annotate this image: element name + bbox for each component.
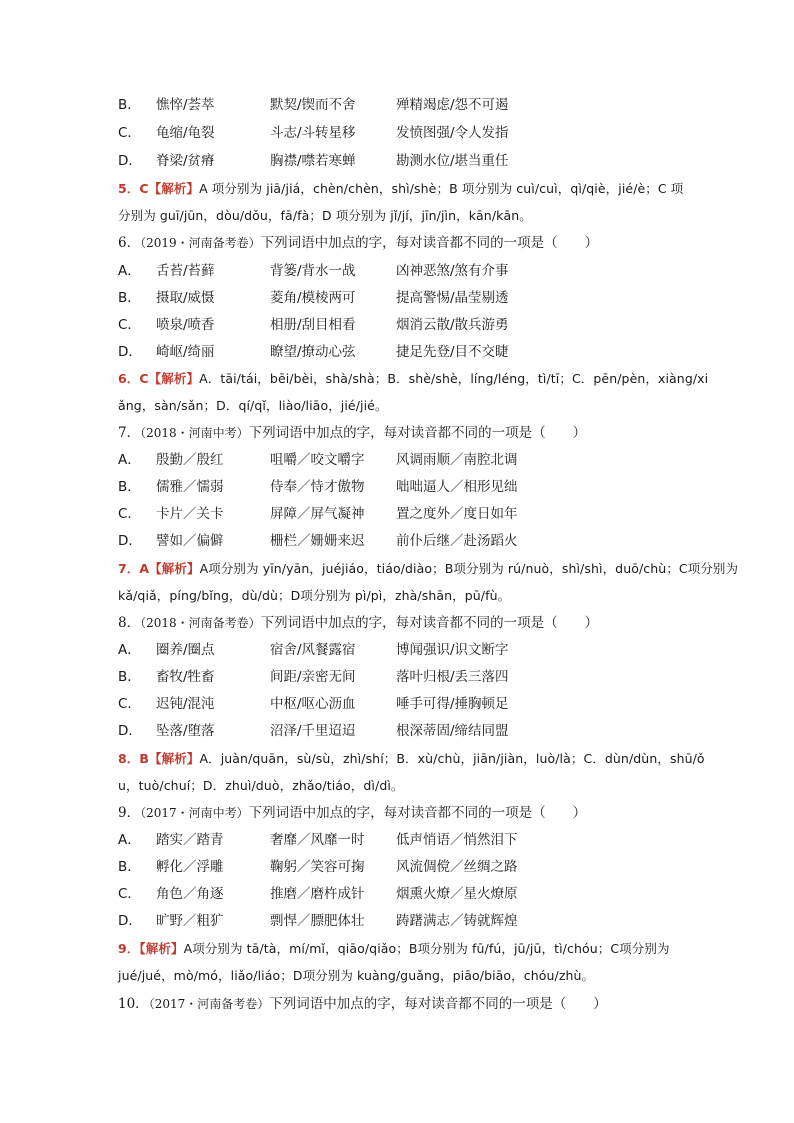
q8-option-c: C． 迟钝/混沌 中枢/呕心沥血 唾手可得/捶胸顿足 xyxy=(118,696,509,712)
question-6: 6．（2019・河南备考卷）下列词语中加点的字，每对读音都不同的一项是（ ） xyxy=(118,235,599,251)
question-9: 9．（2017・河南中考）下列词语中加点的字，每对读音都不同的一项是（ ） xyxy=(118,805,587,821)
q8-option-b: B． 畜牧/牲畜 间距/亲密无间 落叶归根/丢三落四 xyxy=(118,669,509,685)
q7-option-b: B． 儒雅／懦弱 侍奉／恃才傲物 咄咄逼人／相形见绌 xyxy=(118,479,518,495)
q7-option-c: C． 卡片／关卡 屏障／屏气凝神 置之度外／度日如年 xyxy=(118,506,518,522)
q9-option-b: B． 孵化／浮雕 鞠躬／笑容可掬 风流倜傥／丝绸之路 xyxy=(118,859,518,875)
q7-option-a: A． 殷勤／殷红 咀嚼／咬文嚼字 风调雨顺／南腔北调 xyxy=(118,452,518,468)
question-10: 10．（2017・河南备考卷）下列词语中加点的字，每对读音都不同的一项是（ ） xyxy=(118,996,607,1012)
answer-8-line-1: 8．B【解析】A．juàn/quān，sù/sù，zhì/shí；B．xù/chù，jiān/jiàn，luò/là；C．dùn/dùn，shū/ǒ xyxy=(118,751,705,766)
q6-option-c: C． 喷泉/喷香 相册/刮目相看 烟消云散/散兵游勇 xyxy=(118,317,509,333)
answer-9-line-2: jué/jué，mò/mó，liǎo/liáo；D项分别为 kuàng/guǎng，piāo/biāo，chóu/zhù。 xyxy=(118,968,595,983)
q4-option-b: B． 憔悴/荟萃 默契/锲而不舍 殚精竭虑/怨不可遏 xyxy=(118,97,509,113)
answer-8-line-2: u，tuò/chuí；D．zhuì/duò，zhǎo/tiáo，dì/dì。 xyxy=(118,778,404,793)
answer-7-line-2: kǎ/qiǎ，píng/bǐng，dù/dù；D项分别为 pì/pì，zhà/shān，pū/fù。 xyxy=(118,588,511,603)
answer-5-line-2: 分别为 guī/jūn，dòu/dǒu，fā/fà；D 项分别为 jǐ/jí，jīn/jìn，kān/kān。 xyxy=(118,208,532,223)
question-8: 8．（2018・河南备考卷）下列词语中加点的字，每对读音都不同的一项是（ ） xyxy=(118,615,599,631)
answer-5-line-1: 5．C【解析】A 项分别为 jiā/jiá，chèn/chèn，shì/shè；B 项分别为 cuì/cuì，qì/qiè，jié/è；C 项 xyxy=(118,181,684,196)
q8-option-d: D． 坠落/堕落 沼泽/千里迢迢 根深蒂固/缔结同盟 xyxy=(118,723,509,739)
answer-6-line-2: ǎng，sàn/sǎn；D．qí/qǐ，liào/liāo，jié/jié。 xyxy=(118,398,388,413)
answer-6-line-1: 6．C【解析】A．tāi/tái，bēi/bèi，shà/shà；B．shè/shè，líng/léng，tì/tī；C．pēn/pèn，xiàng/xi xyxy=(118,371,709,386)
q9-option-a: A． 踏实／踏青 奢靡／风靡一时 低声悄语／悄然泪下 xyxy=(118,832,518,848)
q6-option-a: A． 舌苔/苔藓 背篓/背水一战 凶神恶煞/煞有介事 xyxy=(118,263,509,279)
q9-option-d: D． 旷野／粗犷 剽悍／膘肥体壮 踌躇满志／铸就辉煌 xyxy=(118,913,518,929)
answer-9-line-1: 9．【解析】A项分别为 tā/tà，mí/mǐ，qiāo/qiǎo；B项分别为 fū/fú，jū/jū，tì/chóu；C项分别为 xyxy=(118,941,670,956)
q4-option-c: C． 龟缩/龟裂 斗志/斗转星移 发愤图强/令人发指 xyxy=(118,125,509,141)
q8-option-a: A． 圈养/圈点 宿舍/风餐露宿 博闻强识/识文断字 xyxy=(118,642,509,658)
q7-option-d: D． 譬如／偏僻 栅栏／姗姗来迟 前仆后继／赴汤蹈火 xyxy=(118,533,518,549)
q6-option-d: D． 崎岖/绮丽 瞭望/撩动心弦 捷足先登/目不交睫 xyxy=(118,344,509,360)
answer-7-line-1: 7．A【解析】A项分别为 yīn/yān，juéjiáo，tiáo/diào；B项分别为 rú/nuò，shì/shì，duō/chù；C项分别为 xyxy=(118,561,739,576)
q4-option-d: D． 脊梁/贫瘠 胸襟/噤若寒蝉 勘测水位/堪当重任 xyxy=(118,153,509,169)
question-7: 7．（2018・河南中考）下列词语中加点的字，每对读音都不同的一项是（ ） xyxy=(118,425,587,441)
q6-option-b: B． 摄取/威慑 菱角/模棱两可 提高警惕/晶莹剔透 xyxy=(118,290,509,306)
q9-option-c: C． 角色／角逐 推磨／磨杵成针 烟熏火燎／星火燎原 xyxy=(118,886,518,902)
